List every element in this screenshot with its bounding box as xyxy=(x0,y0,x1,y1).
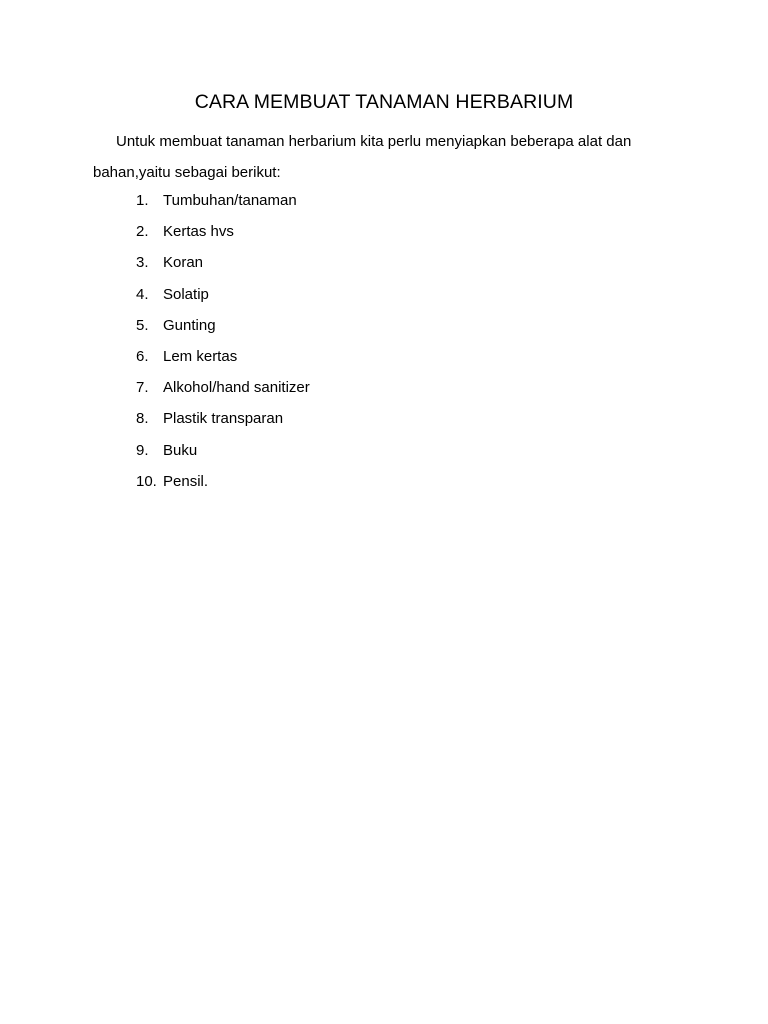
list-item-number: 1. xyxy=(136,192,149,209)
list-item xyxy=(136,216,310,247)
list-item-text: Plastik transparan xyxy=(163,410,284,428)
materials-list xyxy=(136,185,310,497)
list-item xyxy=(136,185,310,216)
list-item xyxy=(136,435,310,466)
list-item-text: Tumbuhan/tanaman xyxy=(163,192,297,209)
list-item xyxy=(136,372,310,403)
list-item-text: Buku xyxy=(163,441,198,459)
list-item-number: 8. xyxy=(136,410,149,428)
list-item-text: Lem kertas xyxy=(163,347,238,365)
list-item-text: Alkohol/hand sanitizer xyxy=(163,379,310,397)
list-item xyxy=(136,279,310,310)
list-item-text: Kertas hvs xyxy=(163,223,234,241)
list-item-text: Gunting xyxy=(163,316,216,334)
list-item xyxy=(136,310,310,341)
list-item xyxy=(136,466,310,497)
list-item-number: 10. xyxy=(136,472,157,490)
list-item-text: Solatip xyxy=(163,285,209,303)
list-item-number: 9. xyxy=(136,441,149,459)
list-item-number: 7. xyxy=(136,379,149,397)
list-item-text: Pensil. xyxy=(163,472,209,490)
list-item-text: Koran xyxy=(163,254,204,272)
document-title: CARA MEMBUAT TANAMAN HERBARIUM xyxy=(194,91,574,113)
list-item-number: 3. xyxy=(136,254,149,272)
list-item-number: 6. xyxy=(136,347,149,365)
list-item xyxy=(136,247,310,278)
list-item-number: 2. xyxy=(136,223,149,241)
intro-text: Untuk membuat tanaman herbarium kita perlu menyiapkan beberapa alat dan bahan,yaitu sebagai berikut: xyxy=(93,133,632,181)
intro-paragraph xyxy=(93,126,693,188)
list-item xyxy=(136,403,310,434)
list-item xyxy=(136,341,310,372)
list-item-number: 4. xyxy=(136,285,149,303)
list-item-number: 5. xyxy=(136,316,149,334)
